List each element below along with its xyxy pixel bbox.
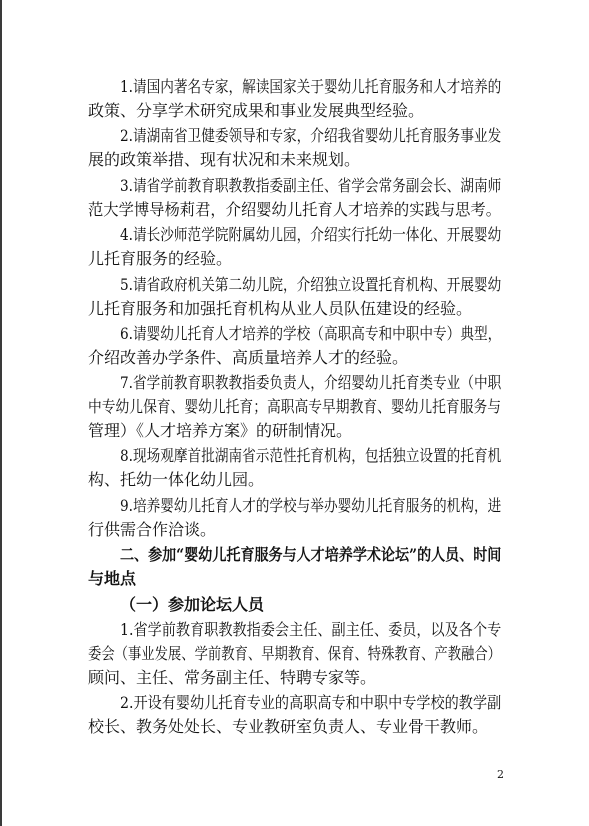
text-line: 2.开设有婴幼儿托育专业的高职高专和中职中专学校的教学副: [120, 693, 502, 712]
text-line: 儿托育服务的经验。: [88, 249, 233, 268]
text-line: 行供需合作洽谈。: [88, 520, 217, 539]
text-line: 4.请长沙师范学院附属幼儿园，介绍实行托幼一体化、开展婴幼: [120, 225, 502, 244]
text-line: （一）参加论坛人员: [120, 595, 265, 614]
text-line: 顾问、主任、常务副主任、特聘专家等。: [88, 668, 377, 687]
page-number: 2: [497, 768, 504, 781]
text-line: 介绍改善办学条件、高质量培养人才的经验。: [88, 348, 409, 367]
text-line: 3.请省学前教育职教教指委副主任、省学会常务副会长、湖南师: [120, 176, 502, 195]
text-line: 二、参加“婴幼儿托育服务与人才培养学术论坛”的人员、时间: [120, 545, 502, 564]
text-line: 9.培养婴幼儿托育人才的学校与举办婴幼儿托育服务的机构，进: [120, 496, 502, 515]
text-line: 校长、教务处处长、专业教研室负责人、专业骨干教师。: [88, 717, 489, 736]
text-line: 7.省学前教育职教教指委负责人，介绍婴幼儿托育类专业（中职: [120, 373, 502, 392]
page-left-edge: [0, 0, 2, 826]
text-line: 2.请湖南省卫健委领导和专家，介绍我省婴幼儿托育服务事业发: [120, 126, 502, 145]
text-line: 1.请国内著名专家，解读国家关于婴幼儿托育服务和人才培养的: [120, 77, 502, 96]
text-line: 8.现场观摩首批湖南省示范性托育机构，包括独立设置的托育机: [120, 446, 502, 465]
text-line: 1.省学前教育职教教指委会主任、副主任、委员，以及各个专: [120, 620, 502, 639]
text-line: 中专幼儿保育、婴幼儿托育；高职高专早期教育、婴幼儿托育服务与: [88, 397, 502, 416]
text-line: 与地点: [88, 569, 137, 588]
text-line: 6.请婴幼儿托育人才培养的学校（高职高专和中职中专）典型，: [120, 324, 502, 343]
text-line: 儿托育服务和加强托育机构从业人员队伍建设的经验。: [88, 299, 473, 318]
text-line: 构、托幼一体化幼儿园。: [88, 470, 265, 489]
text-line: 范大学博导杨莉君，介绍婴幼儿托育人才培养的实践与思考。: [88, 200, 502, 219]
text-line: 政策、分享学术研究成果和事业发展典型经验。: [88, 101, 425, 120]
text-line: 展的政策举措、现有状况和未来规划。: [88, 150, 361, 169]
text-line: 5.请省政府机关第二幼儿院，介绍独立设置托育机构、开展婴幼: [120, 275, 502, 294]
text-line: 管理）《人才培养方案》的研制情况。: [88, 421, 353, 440]
text-line: 委会（事业发展、学前教育、早期教育、保育、特殊教育、产教融合）: [88, 644, 502, 663]
